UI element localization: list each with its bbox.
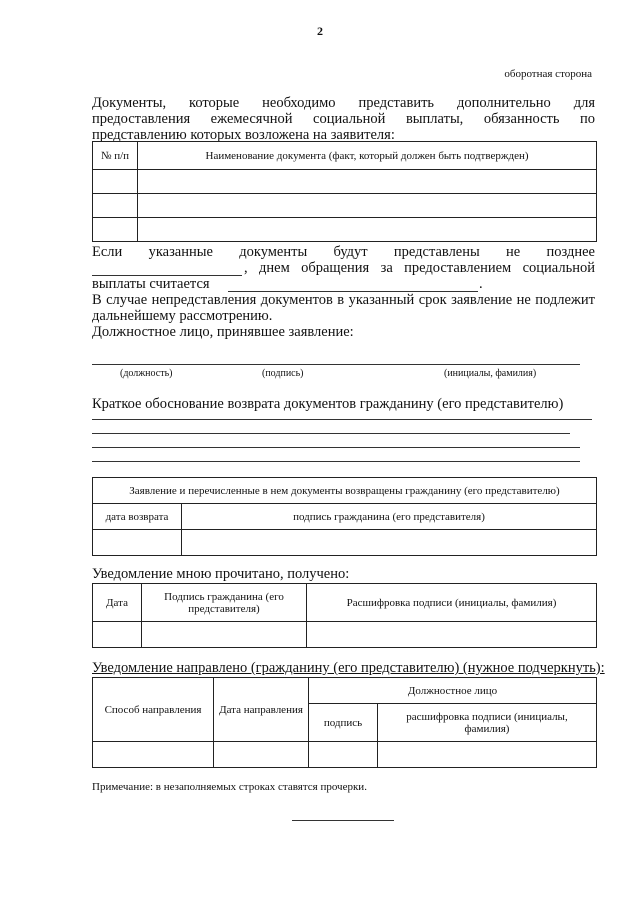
no-docs-text: В случае непредставления документов в указанный срок заявление не подлежит дальнейшему рассмотрению. bbox=[92, 292, 595, 324]
official-signature-line[interactable] bbox=[92, 364, 580, 365]
table-row[interactable] bbox=[93, 742, 597, 768]
col-method: Способ направления bbox=[93, 678, 214, 742]
table-row[interactable] bbox=[93, 194, 597, 218]
col-official-group: Должностное лицо bbox=[309, 678, 597, 704]
reason-line[interactable] bbox=[92, 461, 580, 462]
return-table bbox=[92, 477, 597, 556]
col-send-date: Дата направления bbox=[214, 678, 309, 742]
notice-sent-table bbox=[92, 677, 597, 768]
page-number: 2 bbox=[317, 24, 323, 38]
col-citizen-signature: подпись гражданина (его представителя) bbox=[182, 504, 597, 530]
reason-line[interactable] bbox=[92, 433, 570, 434]
col-number: № п/п bbox=[93, 142, 138, 170]
col-signature: Подпись гражданина (его представителя) bbox=[142, 584, 307, 622]
documents-table bbox=[92, 141, 597, 242]
table-row[interactable] bbox=[93, 530, 597, 556]
col-document-name: Наименование документа (факт, который должен быть подтвержден) bbox=[138, 142, 597, 170]
col-return-date: дата возврата bbox=[93, 504, 182, 530]
reason-line[interactable] bbox=[92, 419, 592, 420]
notice-read-table bbox=[92, 583, 597, 648]
table-row[interactable] bbox=[93, 622, 597, 648]
notice-sent-title: Уведомление направлено (гражданину (его представителю) (нужное подчеркнуть): bbox=[92, 660, 605, 676]
table-row[interactable] bbox=[93, 170, 597, 194]
deadline-line-1: Если указанные документы будут представлены не позднее bbox=[92, 244, 595, 260]
return-reason-label: Краткое обоснование возврата документов гражданину (его представителю) bbox=[92, 396, 564, 412]
col-official-decoding: расшифровка подписи (инициалы, фамилия) bbox=[378, 704, 597, 742]
col-date: Дата bbox=[93, 584, 142, 622]
official-label: Должностное лицо, принявшее заявление: bbox=[92, 324, 354, 340]
col-official-signature: подпись bbox=[309, 704, 378, 742]
deadline-end: . bbox=[479, 276, 483, 292]
caption-position: (должность) bbox=[120, 368, 173, 379]
reason-line[interactable] bbox=[92, 447, 580, 448]
caption-name: (инициалы, фамилия) bbox=[444, 368, 537, 379]
notice-read-title: Уведомление мною прочитано, получено: bbox=[92, 566, 350, 582]
caption-signature: (подпись) bbox=[262, 368, 304, 379]
note-text: Примечание: в незаполняемых строках ставятся прочерки. bbox=[92, 781, 367, 793]
deadline-line-3: выплаты считается bbox=[92, 276, 210, 292]
end-divider bbox=[292, 820, 394, 821]
return-header: Заявление и перечисленные в нем документы возвращены гражданину (его представителю) bbox=[93, 478, 597, 504]
intro-text: Документы, которые необходимо представить дополнительно для предоставления ежемесячной социальной выплаты, обязанность по представлению которых возложена на заявителя: bbox=[92, 95, 595, 143]
col-decoding: Расшифровка подписи (инициалы, фамилия) bbox=[307, 584, 597, 622]
table-row[interactable] bbox=[93, 218, 597, 242]
deadline-line-2: , днем обращения за предоставлением социальной bbox=[244, 260, 595, 276]
side-label: оборотная сторона bbox=[504, 68, 592, 80]
